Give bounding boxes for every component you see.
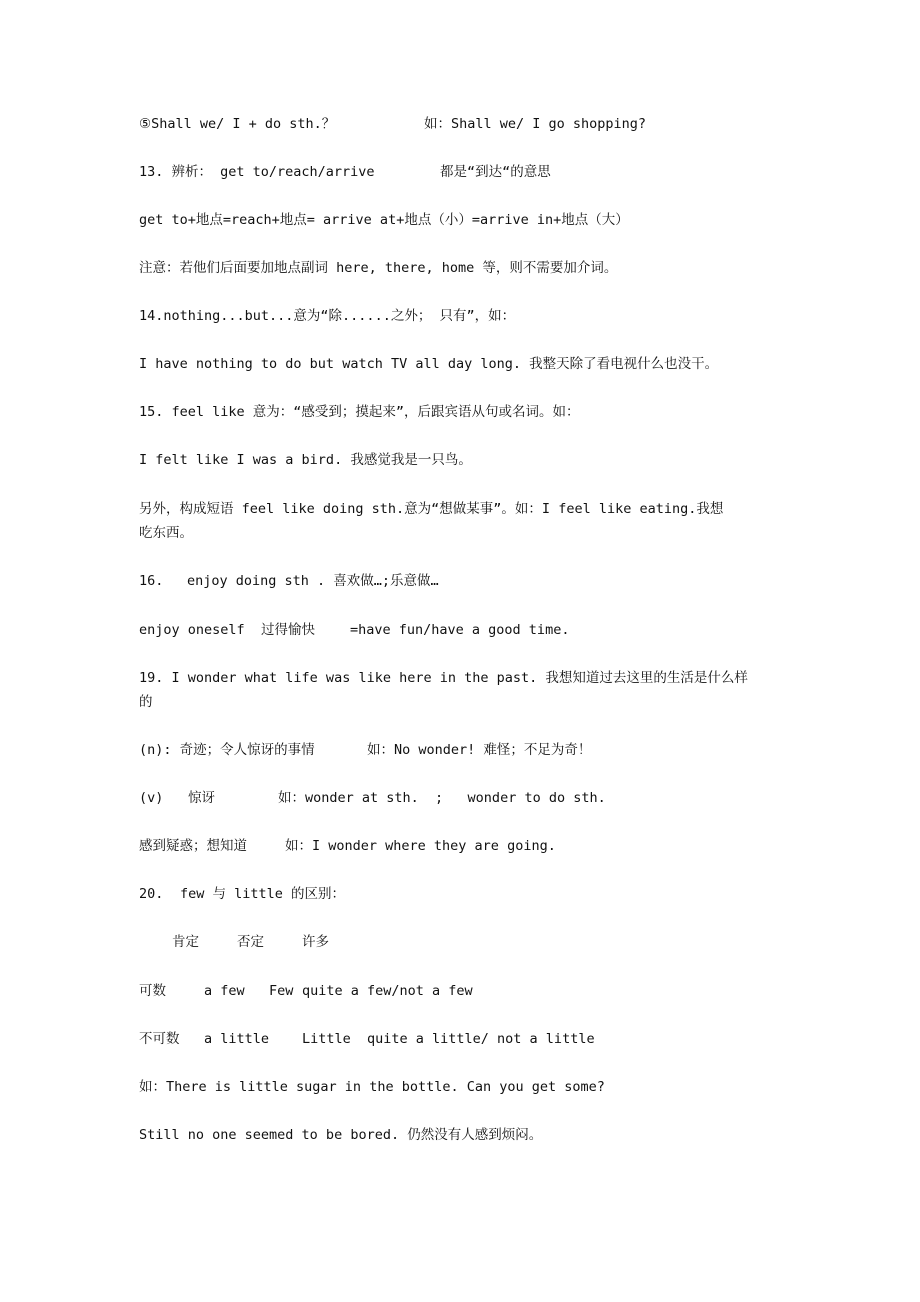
header-many: 许多 xyxy=(302,934,329,950)
header-negative: 否定 xyxy=(237,934,264,950)
row-uncountable-label: 不可数 xyxy=(139,1031,180,1047)
few-little-row-uncountable xyxy=(139,1027,794,1171)
row-countable-negative: Few xyxy=(269,983,294,999)
enjoy-oneself-phrase: enjoy oneself xyxy=(139,622,245,638)
point-14-example: I have nothing to do but watch TV all day long. 我整天除了看电视什么也没干。 xyxy=(139,356,719,372)
few-little-example-1: 如：There is little sugar in the bottle. Can you get some? xyxy=(139,1079,605,1095)
row-uncountable-many: quite a little/ not a little xyxy=(367,1031,595,1047)
point-16-number: 16. xyxy=(139,573,164,589)
point-15-example: I felt like I was a bird. 我感觉我是一只鸟。 xyxy=(139,452,472,468)
point-20-text: few 与 little 的区别： xyxy=(180,886,346,902)
point-16-text: enjoy doing sth . 喜欢做…;乐意做… xyxy=(187,573,439,589)
point-14-heading: 14.nothing...but...意为“除......之外； 只有”，如： xyxy=(139,308,516,324)
wonder-noun-meaning: (n): 奇迹；令人惊讶的事情 xyxy=(139,742,315,758)
point-15-extra: 另外，构成短语 feel like doing sth.意为“想做某事”。如：I feel like eating.我想 xyxy=(139,501,724,517)
point-13-formula: get to+地点=reach+地点= arrive at+地点（小）=arrive in+地点（大） xyxy=(139,212,629,228)
wonder-verb-2-example: 如：I wonder where they are going. xyxy=(285,838,556,854)
point-20-number: 20. xyxy=(139,886,164,902)
point-15-heading: 15. feel like 意为：“感受到；摸起来”，后跟宾语从句或名词。如： xyxy=(139,404,580,420)
row-countable-label: 可数 xyxy=(139,983,166,999)
wonder-verb-pos: (v) xyxy=(139,790,164,806)
wonder-verb-2-meaning: 感到疑惑；想知道 xyxy=(139,838,247,854)
wonder-verb-example: 如：wonder at sth. ; wonder to do sth. xyxy=(278,790,606,806)
row-countable-many: quite a few/not a few xyxy=(302,983,473,999)
point-13-note-adverb: 注意：若他们后面要加地点副词 here, there, home 等，则不需要加介词。 xyxy=(139,260,618,276)
point-13-title: 13. 辨析： get to/reach/arrive xyxy=(139,164,375,180)
row-uncountable-negative: Little xyxy=(302,1031,351,1047)
wonder-noun-example: 如：No wonder! 难怪；不足为奇！ xyxy=(367,742,592,758)
enjoy-oneself-meaning: 过得愉快 xyxy=(261,622,315,638)
wonder-verb-meaning: 惊讶 xyxy=(188,790,215,806)
shall-we-rule: ⑤Shall we/ I + do sth.？ xyxy=(139,116,336,132)
enjoy-oneself-equivalent: =have fun/have a good time. xyxy=(350,622,570,638)
header-positive: 肯定 xyxy=(172,934,199,950)
row-uncountable-positive: a little xyxy=(204,1031,270,1047)
few-little-example-2: Still no one seemed to be bored. 仍然没有人感到烦闷。 xyxy=(139,1127,543,1143)
point-13-note: 都是“到达“的意思 xyxy=(440,164,551,180)
point-15-extra-cont: 吃东西。 xyxy=(139,525,193,541)
row-countable-positive: a few xyxy=(204,983,245,999)
point-19-heading-cont: 的 xyxy=(139,694,153,710)
shall-we-example: 如：Shall we/ I go shopping? xyxy=(424,116,647,132)
point-19-heading: 19. I wonder what life was like here in the past. 我想知道过去这里的生活是什么样 xyxy=(139,670,748,686)
